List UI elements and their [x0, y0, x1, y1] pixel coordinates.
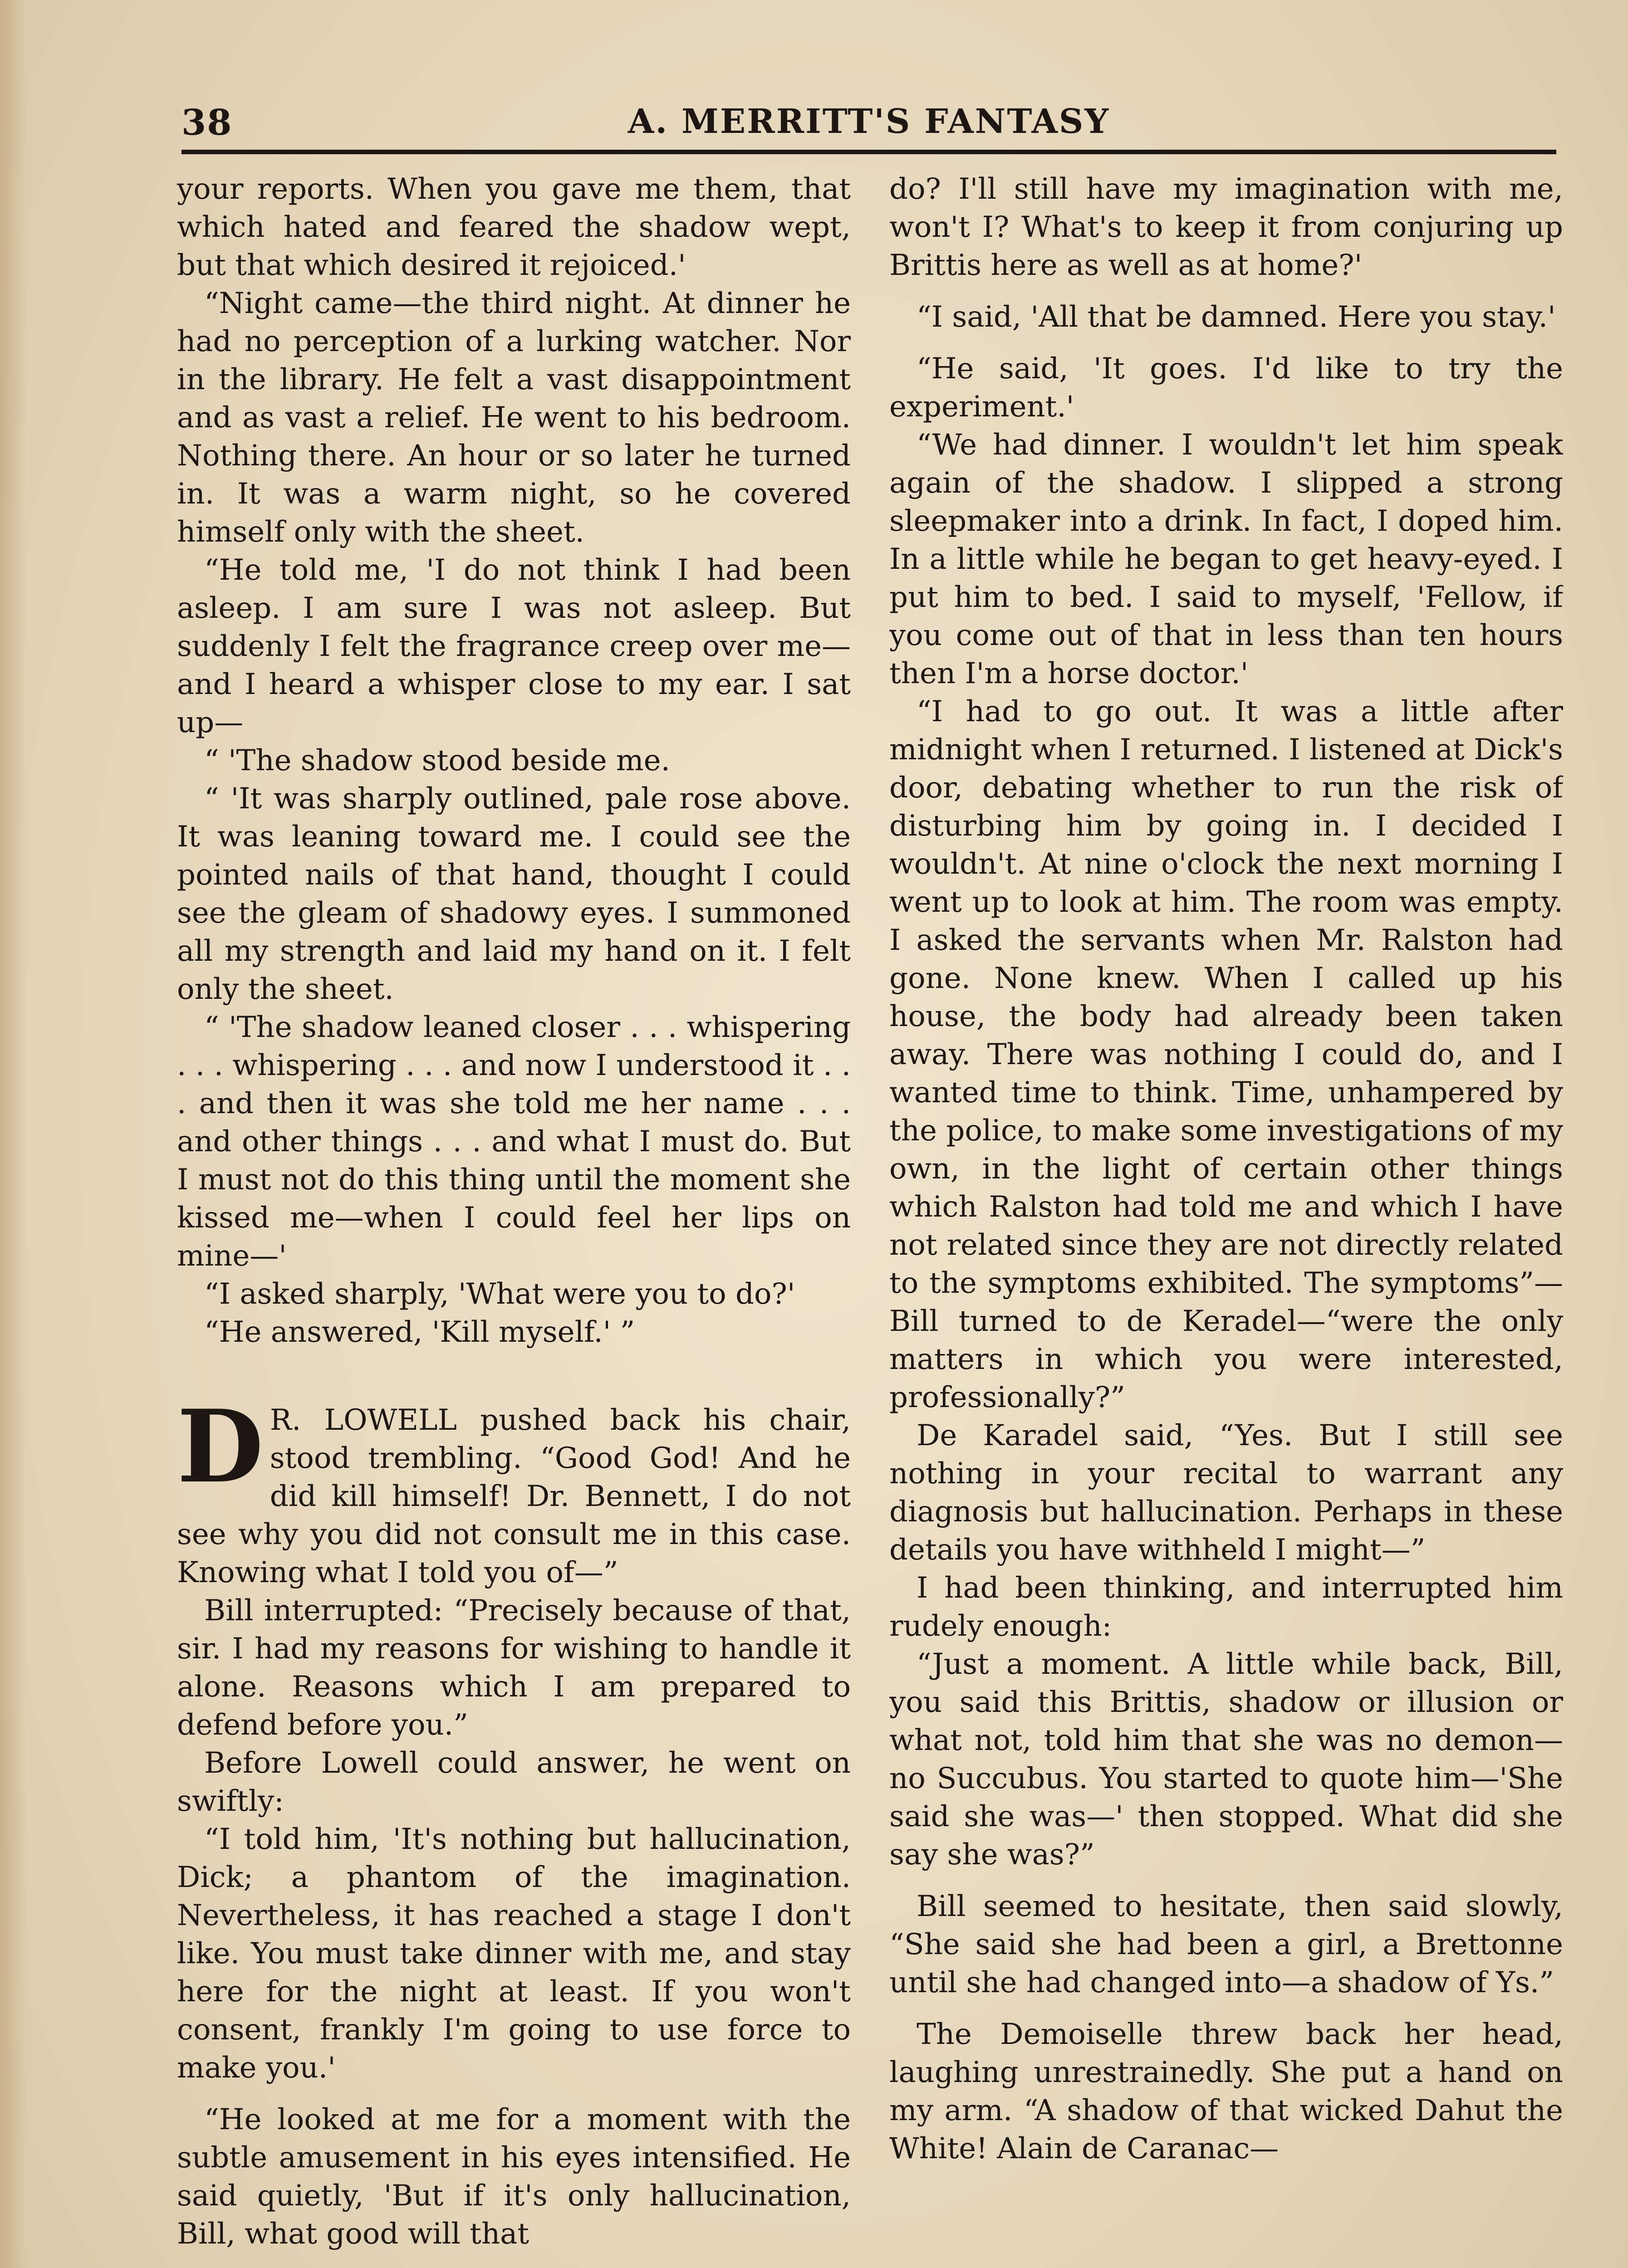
paragraph: Bill seemed to hesitate, then said slowly, “She said she had been a girl, a Brettonne until she had changed into—a shadow of Ys.”: [889, 1890, 1563, 1999]
paragraph: “We had dinner. I wouldn't let him speak again of the shadow. I slipped a strong sleepmaker into a drink. In fact, I doped him. In a little while he began to get heavy-eyed. I put him to bed. I said to myself, 'Fellow, if you come out of that in less than ten hours then I'm a horse doctor.': [889, 428, 1563, 690]
left-column: [177, 170, 851, 2268]
paragraph: De Karadel said, “Yes. But I still see nothing in your recital to warrant any diagnosis but hallucination. Perhaps in these details you have withheld I might—”: [889, 1419, 1563, 1567]
paragraph: “ 'The shadow stood beside me.: [204, 744, 670, 777]
paragraph: The Demoiselle threw back her head, laughing unrestrainedly. She put a hand on my arm. “A shadow of that wicked Dahut the White! Alain de Caranac—: [889, 2018, 1563, 2165]
paragraph: “I asked sharply, 'What were you to do?': [204, 1277, 795, 1311]
paragraph: “He told me, 'I do not think I had been asleep. I am sure I was not asleep. But suddenly I felt the fragrance creep over me—and I heard a whisper close to my ear. I sat up—: [177, 553, 851, 739]
paragraph: “He said, 'It goes. I'd like to try the experiment.': [889, 352, 1563, 424]
paragraph: Bill interrupted: “Precisely because of that, sir. I had my reasons for wishing to handle it alone. Reasons which I am prepared to defend before you.”: [177, 1594, 851, 1742]
drop-cap: D: [177, 1388, 264, 1505]
paragraph: “ 'The shadow leaned closer . . . whispering . . . whispering . . . and now I understood it . . . and then it was she told me her name . . . and other things . . . and what I must do. But I must not do this thing until the moment she kissed me—when I could feel her lips on mine—': [177, 1011, 851, 1273]
paragraph: “I had to go out. It was a little after midnight when I returned. I listened at Dick's door, debating whether to run the risk of disturbing him by going in. I decided I wouldn't. At nine o'clock the next morning I went up to look at him. The room was empty. I asked the servants when Mr. Ralston had gone. None knew. When I called up his house, the body had already been taken away. There was nothing I could do, and I wanted time to think. Time, unhampered by the police, to make some investigations of my own, in the light of certain other things which Ralston had told me and which I have not related since they are not directly related to the symptoms exhibited. The symptoms”—Bill turned to de Keradel—“were the only matters in which you were interested, professionally?”: [889, 695, 1563, 1414]
paragraph: “ 'It was sharply outlined, pale rose above. It was leaning toward me. I could see the pointed nails of that hand, thought I could see the gleam of shadowy eyes. I summoned all my strength and laid my hand on it. I felt only the sheet.: [177, 782, 851, 1006]
paragraph: “I said, 'All that be damned. Here you stay.': [917, 300, 1556, 334]
paragraph: “I told him, 'It's nothing but hallucination, Dick; a phantom of the imagination. Nevertheless, it has reached a stage I don't like. You must take dinner with me, and stay here for the night at least. If you won't consent, frankly I'm going to use force to make you.': [177, 1823, 851, 2085]
dropcap-paragraph: [177, 1388, 851, 1592]
paragraph: do? I'll still have my imagination with me, won't I? What's to keep it from conjuring up Brittis here as well as at home?': [889, 172, 1563, 282]
paragraph: “He looked at me for a moment with the subtle amusement in his eyes intensified. He said quietly, 'But if it's only hallucination, Bill, what good will that: [177, 2103, 851, 2251]
page-header: [181, 98, 1556, 147]
dropcap-text: R. LOWELL pushed back his chair, stood trembling. “Good God! And he did kill himself! Dr. Bennett, I do not see why you did not consult me in this case. Knowing what I told you of—”: [177, 1403, 851, 1589]
header-rule: [181, 150, 1556, 154]
paragraph: I had been thinking, and interrupted him rudely enough:: [889, 1571, 1563, 1643]
paragraph: Before Lowell could answer, he went on swiftly:: [177, 1746, 851, 1818]
right-column: [889, 170, 1563, 2268]
paragraph: “He answered, 'Kill myself.' ”: [204, 1315, 635, 1349]
paragraph: your reports. When you gave me them, that which hated and feared the shadow wept, but that which desired it rejoiced.': [177, 172, 851, 282]
running-title: A. MERRITT'S FANTASY: [628, 102, 1110, 141]
paragraph: “Night came—the third night. At dinner he had no perception of a lurking watcher. Nor in the library. He felt a vast disappointment and as vast a relief. He went to his bedroom. Nothing there. An hour or so later he turned in. It was a warm night, so he covered himself only with the sheet.: [177, 287, 851, 549]
page-edge-shadow: [0, 0, 27, 2268]
page-number: 38: [181, 102, 233, 143]
paragraph: “Just a moment. A little while back, Bill, you said this Brittis, shadow or illusion or what not, told him that she was no demon—no Succubus. You started to quote him—'She said she was—' then stopped. What did she say she was?”: [889, 1647, 1563, 1872]
